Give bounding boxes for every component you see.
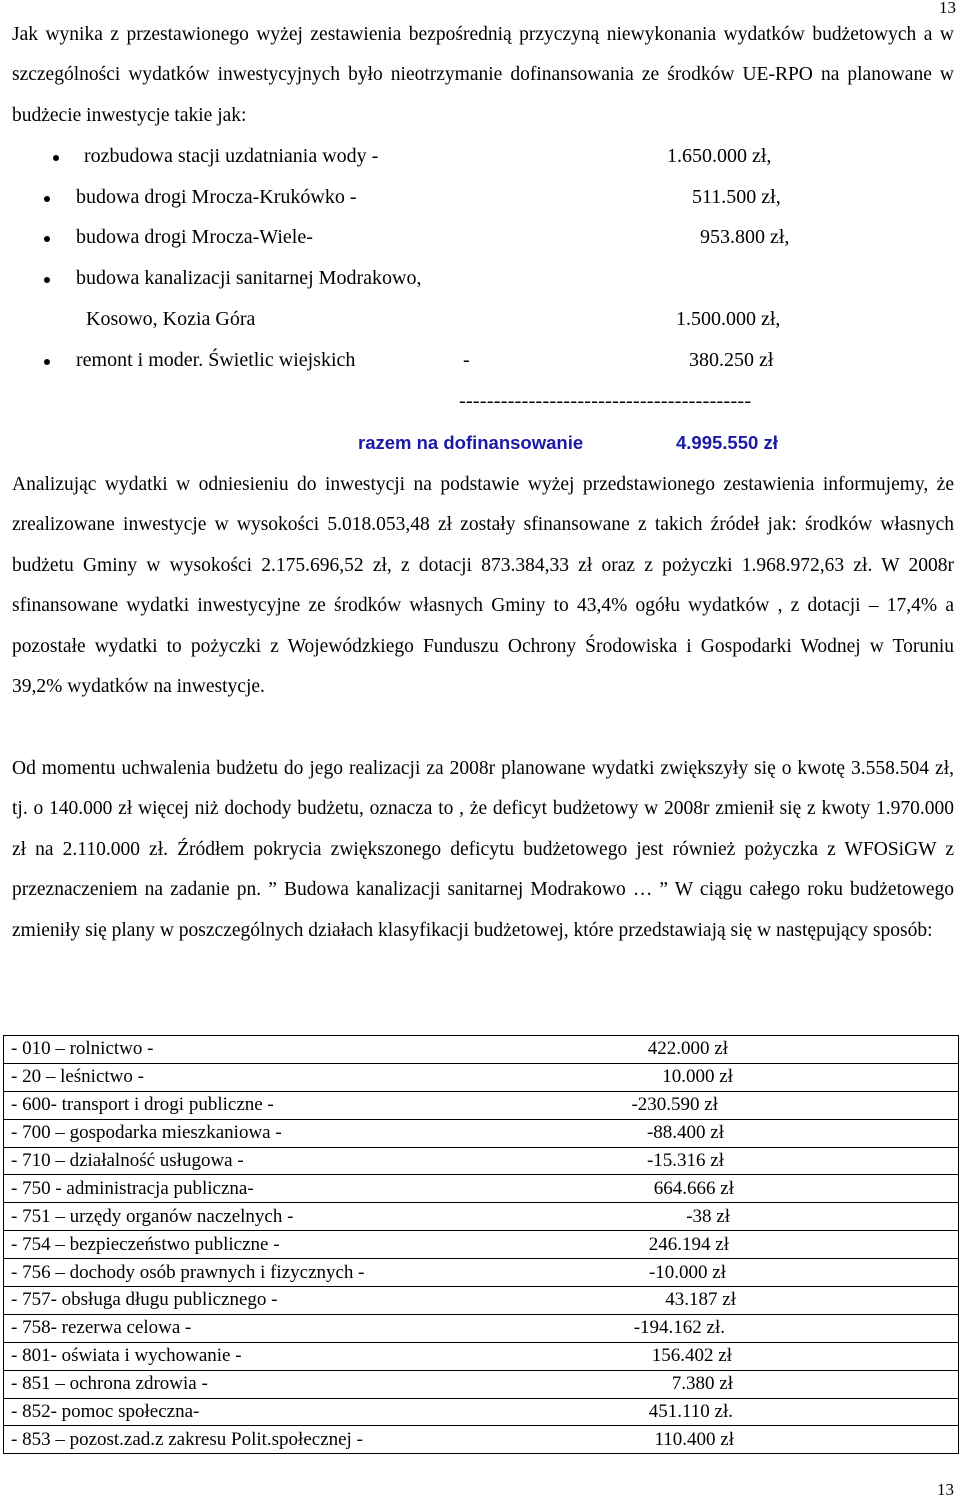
- deficit-paragraph: Od momentu uchwalenia budżetu do jego realizacji za 2008r planowane wydatki zwiększyły się o kwotę 3.558.504 zł, tj. o 140.000 zł więcej niż dochody budżetu, oznacza to , że deficyt budżetowy w 2008r zmienił się z kwoty 1.970.000 zł na 2.110.000 zł. Źródłem pokrycia zwiększonego deficytu budżetowego jest również pożyczka z WFOSiGW z przeznaczeniem na zadanie pn. ” Budowa kanalizacji sanitarnej Modrakowo … ” W ciągu całego roku budżetowego zmieniły się plany w poszczególnych działach klasyfikacji budżetowej, które przedstawiają się w następujący sposób:: [12, 758, 954, 941]
- budget-changes-table: [3, 1035, 959, 1454]
- investment-amount: 380.250 zł: [689, 349, 774, 371]
- budget-value: 43.187 zł: [665, 1289, 736, 1311]
- table-cell-empty: [728, 1091, 959, 1119]
- analysis-paragraph: Analizując wydatki w odniesieniu do inwestycji na podstawie wyżej przedstawionego zestawienia informujemy, że zrealizowane inwestycje w wysokości 5.018.053,48 zł zostały sfinansowane z takich źródeł jak: środków własnych budżetu Gminy w wysokości 2.175.696,52 zł, z dotacji 873.384,33 zł oraz z pożyczki 1.968.972,63 zł. W 2008r sfinansowane wydatki inwestycyjne ze środków własnych Gminy to 43,4% ogółu wydatków , z dotacji – 17,4% a pozostałe wydatki to pożyczki z Wojewódzkiego Funduszu Ochrony Środowiska i Gospodarki Wodnej w Toruniu 39,2% wydatków na inwestycje.: [12, 474, 954, 698]
- budget-section: - 851 – ochrona zdrowia -: [4, 1370, 552, 1398]
- table-row: [4, 1119, 959, 1147]
- table-row: [4, 1147, 959, 1175]
- table-row: [4, 1231, 959, 1259]
- investment-name: budowa drogi Mrocza-Wiele-: [76, 226, 313, 248]
- budget-value: -15.316 zł: [646, 1150, 724, 1171]
- budget-section: - 750 - administracja publiczna-: [4, 1175, 552, 1203]
- total-label: razem na dofinansowanie: [358, 432, 584, 453]
- table-row: [4, 1314, 959, 1342]
- table-row: [4, 1398, 959, 1426]
- bullet-icon: [44, 359, 50, 365]
- table-row: [4, 1259, 959, 1287]
- table-row: [4, 1342, 959, 1370]
- budget-value: 7.380 zł: [671, 1373, 733, 1395]
- table-row: [4, 1036, 959, 1064]
- sum-separator: ------------------------------------------: [459, 390, 752, 412]
- table-cell-empty: [728, 1287, 959, 1315]
- investment-name: remont i moder. Świetlic wiejskich: [76, 349, 356, 371]
- budget-section: - 756 – dochody osób prawnych i fizycznych -: [4, 1259, 552, 1287]
- table-cell-empty: [728, 1342, 959, 1370]
- budget-section: - 758- rezerwa celowa -: [4, 1314, 552, 1342]
- table-cell-empty: [728, 1063, 959, 1091]
- budget-value: 156.402 zł: [651, 1345, 732, 1367]
- investment-name: budowa kanalizacji sanitarnej Modrakowo,: [76, 267, 422, 289]
- budget-value: -88.400 zł: [646, 1122, 724, 1144]
- investment-dash: -: [463, 349, 470, 371]
- budget-value: 10.000 zł: [662, 1066, 733, 1088]
- budget-value: 422.000 zł: [647, 1038, 728, 1060]
- table-cell-empty: [728, 1259, 959, 1287]
- table-cell-empty: [728, 1231, 959, 1259]
- table-cell-empty: [728, 1314, 959, 1342]
- bullet-icon: [53, 155, 59, 161]
- bullet-icon: [44, 196, 50, 202]
- budget-section: - 20 – leśnictwo -: [4, 1063, 552, 1091]
- table-cell-empty: [728, 1426, 959, 1454]
- table-cell-empty: [728, 1175, 959, 1203]
- budget-section: - 852- pomoc społeczna-: [4, 1398, 552, 1426]
- table-cell-empty: [728, 1203, 959, 1231]
- budget-section: - 757- obsługa długu publicznego -: [4, 1287, 552, 1315]
- bullet-icon: [44, 236, 50, 242]
- budget-value: -10.000 zł: [648, 1261, 726, 1283]
- budget-section: - 754 – bezpieczeństwo publiczne -: [4, 1231, 552, 1259]
- total-amount: 4.995.550 zł: [676, 432, 778, 453]
- investment-name: rozbudowa stacji uzdatniania wody -: [84, 145, 379, 167]
- budget-value: -194.162 zł.: [633, 1317, 725, 1339]
- budget-section: - 751 – urzędy organów naczelnych -: [4, 1203, 552, 1231]
- budget-section: - 600- transport i drogi publiczne -: [4, 1091, 552, 1119]
- investment-name-continued: Kosowo, Kozia Góra: [86, 308, 256, 330]
- table-cell-empty: [728, 1147, 959, 1175]
- table-row: [4, 1063, 959, 1091]
- budget-section: - 853 – pozost.zad.z zakresu Polit.społecznej -: [4, 1426, 552, 1454]
- intro-paragraph: Jak wynika z przestawionego wyżej zestawienia bezpośrednią przyczyną niewykonania wydatków budżetowych a w szczególności wydatków inwestycyjnych było nieotrzymanie dofinansowania ze środków UE-RPO na planowane w budżecie inwestycje takie jak:: [12, 24, 954, 126]
- table-row: [4, 1287, 959, 1315]
- budget-value: 110.400 zł: [654, 1428, 734, 1450]
- budget-value: 451.110 zł.: [648, 1401, 733, 1423]
- investment-name: budowa drogi Mrocza-Krukówko -: [76, 186, 357, 208]
- table-row: [4, 1091, 959, 1119]
- table-cell-empty: [728, 1119, 959, 1147]
- investment-amount: 1.500.000 zł,: [676, 308, 781, 330]
- investment-amount: 953.800 zł,: [700, 226, 790, 248]
- investment-amount: 1.650.000 zł,: [667, 145, 772, 167]
- page-number-top: 13: [939, 0, 956, 17]
- budget-section: - 010 – rolnictwo -: [4, 1036, 552, 1064]
- table-row: [4, 1175, 959, 1203]
- budget-section: - 710 – działalność usługowa -: [4, 1147, 552, 1175]
- budget-value: 246.194 zł: [648, 1233, 729, 1255]
- table-row: [4, 1426, 959, 1454]
- budget-section: - 801- oświata i wychowanie -: [4, 1342, 552, 1370]
- table-row: [4, 1203, 959, 1231]
- bullet-icon: [44, 277, 50, 283]
- table-cell-empty: [728, 1036, 959, 1064]
- budget-value: -38 zł: [686, 1205, 730, 1227]
- page-number-bottom: 13: [937, 1480, 954, 1499]
- table-cell-empty: [728, 1370, 959, 1398]
- budget-value: -230.590 zł: [631, 1094, 718, 1116]
- table-cell-empty: [728, 1398, 959, 1426]
- budget-value: 664.666 zł: [653, 1177, 734, 1199]
- investment-amount: 511.500 zł,: [692, 186, 781, 208]
- budget-section: - 700 – gospodarka mieszkaniowa -: [4, 1119, 552, 1147]
- table-row: [4, 1370, 959, 1398]
